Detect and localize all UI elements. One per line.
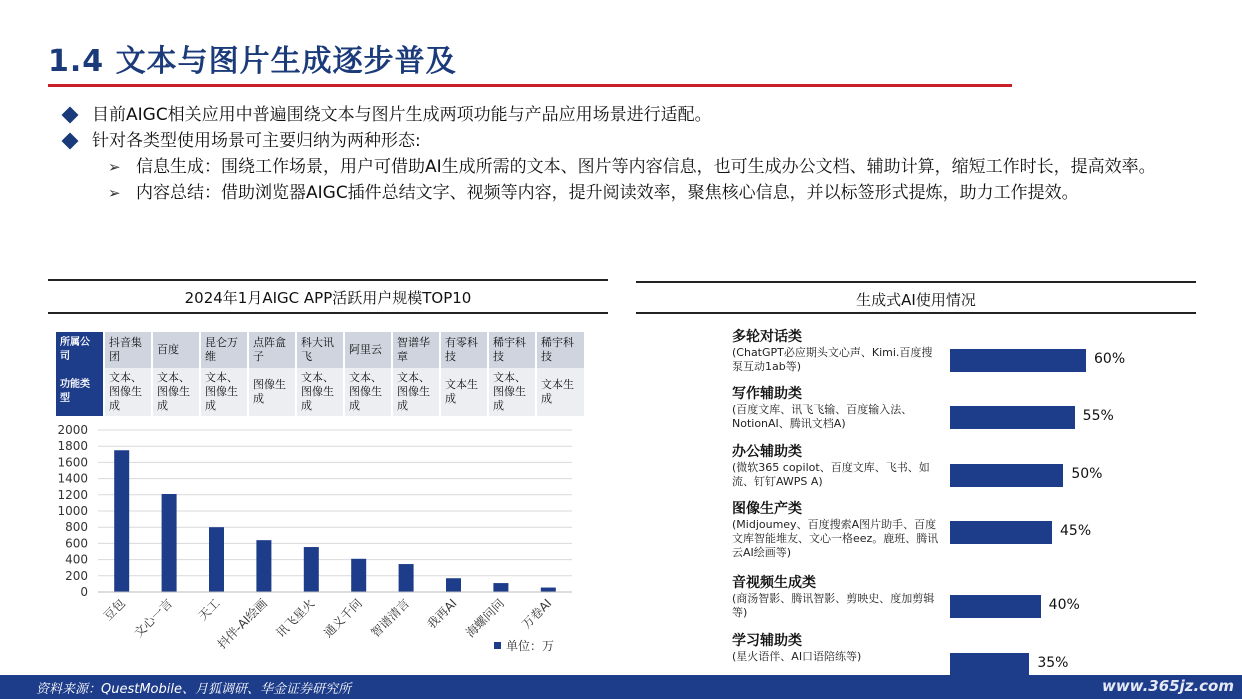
panel-rule bbox=[636, 312, 1196, 314]
y-tick-label: 1200 bbox=[57, 487, 88, 502]
function-cell: 文本、图像生成 bbox=[392, 368, 440, 416]
function-cell: 文本、图像生成 bbox=[488, 368, 536, 416]
company-cell: 阿里云 bbox=[344, 332, 392, 368]
y-tick-label: 1400 bbox=[57, 471, 88, 486]
usage-percent-label: 50% bbox=[1071, 466, 1103, 482]
y-tick-label: 800 bbox=[65, 520, 88, 535]
function-cell: 文本生成 bbox=[536, 368, 584, 416]
function-cell: 图像生成 bbox=[248, 368, 296, 416]
bar bbox=[399, 564, 414, 592]
usage-percent-label: 40% bbox=[1048, 597, 1080, 613]
usage-category bbox=[732, 574, 942, 620]
bullet-text: 针对各类型使用场景可主要归纳为两种形态: bbox=[92, 131, 421, 151]
usage-category bbox=[732, 500, 942, 560]
sub-bullet-item bbox=[108, 180, 1180, 206]
y-tick-label: 200 bbox=[65, 568, 88, 583]
company-cell: 智谱华章 bbox=[392, 332, 440, 368]
x-tick-label: 智谱清言 bbox=[368, 596, 413, 641]
company-cell: 有零科技 bbox=[440, 332, 488, 368]
panel-rule bbox=[636, 281, 1196, 283]
company-cell: 昆仑万维 bbox=[200, 332, 248, 368]
category-name: 学习辅助类 bbox=[732, 633, 802, 649]
x-tick-label: 抖伴-AI绘画 bbox=[214, 596, 271, 652]
bullet-list bbox=[60, 102, 1180, 206]
function-cell: 文本、图像生成 bbox=[104, 368, 152, 416]
usage-percent-label: 45% bbox=[1060, 523, 1092, 539]
panel-rule bbox=[48, 279, 608, 281]
x-tick-label: 天工 bbox=[195, 596, 223, 624]
legend-label: 单位：万 bbox=[506, 639, 555, 653]
bar bbox=[209, 527, 224, 592]
function-cell: 文本、图像生成 bbox=[296, 368, 344, 416]
company-cell: 百度 bbox=[152, 332, 200, 368]
usage-percent-label: 55% bbox=[1082, 408, 1114, 424]
y-tick-label: 1000 bbox=[57, 504, 88, 518]
table-row bbox=[56, 368, 584, 416]
page-title: 1.4 文本与图片生成逐步普及 bbox=[48, 44, 457, 79]
arrow-bullet-icon: ➢ bbox=[108, 158, 121, 176]
diamond-bullet-icon bbox=[62, 107, 79, 124]
y-tick-label: 600 bbox=[65, 536, 88, 551]
row-header: 功能类型 bbox=[56, 368, 104, 416]
company-cell: 抖音集团 bbox=[104, 332, 152, 368]
function-cell: 文本生成 bbox=[440, 368, 488, 416]
bar bbox=[446, 578, 461, 592]
x-tick-label: 万卷AI bbox=[519, 596, 555, 632]
diamond-bullet-icon bbox=[62, 133, 79, 150]
title-underline bbox=[48, 84, 1012, 87]
bar bbox=[541, 588, 556, 592]
category-desc: (Midjoumey、百度搜索A图片助手、百度文库智能堆友、文心一格eez。鹿班、腾讯云AI绘画等) bbox=[732, 518, 939, 559]
usage-percent-label: 60% bbox=[1094, 351, 1126, 367]
category-desc: (星火语伴、AI口语陪练等) bbox=[732, 650, 862, 663]
sub-bullet-text: 信息生成：围绕工作场景，用户可借助AI生成所需的文本、图片等内容信息，也可生成办公文档、辅助计算，缩短工作时长，提高效率。 bbox=[136, 157, 1156, 177]
usage-category bbox=[732, 328, 942, 374]
bar bbox=[114, 450, 129, 592]
function-cell: 文本、图像生成 bbox=[152, 368, 200, 416]
company-cell: 科大讯飞 bbox=[296, 332, 344, 368]
x-tick-label: 通义千问 bbox=[320, 596, 365, 641]
y-tick-label: 1800 bbox=[57, 439, 88, 454]
function-cell: 文本、图像生成 bbox=[344, 368, 392, 416]
category-name: 办公辅助类 bbox=[732, 444, 802, 460]
company-cell: 稀宇科技 bbox=[536, 332, 584, 368]
category-desc: (商汤智影、腾讯智影、剪映史、度加剪辑等) bbox=[732, 592, 935, 619]
right-panel-title: 生成式AI使用情况 bbox=[856, 291, 976, 309]
usage-bar bbox=[950, 595, 1041, 618]
function-cell: 文本、图像生成 bbox=[200, 368, 248, 416]
usage-bar bbox=[950, 653, 1029, 676]
panel-rule bbox=[48, 312, 608, 314]
bar bbox=[256, 540, 271, 592]
usage-bar bbox=[950, 521, 1052, 544]
usage-category bbox=[732, 443, 942, 489]
category-name: 多轮对话类 bbox=[732, 329, 802, 345]
bar bbox=[162, 494, 177, 592]
arrow-bullet-icon: ➢ bbox=[108, 184, 121, 202]
y-tick-label: 2000 bbox=[57, 423, 88, 437]
active-users-bar-chart bbox=[40, 420, 600, 660]
usage-bar bbox=[950, 464, 1063, 487]
bullet-text: 目前AIGC相关应用中普遍围绕文本与图片生成两项功能与产品应用场景进行适配。 bbox=[92, 105, 712, 125]
usage-category bbox=[732, 385, 942, 431]
footer-bar bbox=[0, 675, 1242, 699]
bullet-item bbox=[60, 102, 1180, 128]
x-tick-label: 我再AI bbox=[424, 596, 460, 632]
row-header: 所属公司 bbox=[56, 332, 104, 368]
category-name: 写作辅助类 bbox=[732, 386, 802, 402]
company-cell: 稀宇科技 bbox=[488, 332, 536, 368]
bar bbox=[304, 547, 319, 592]
category-name: 音视频生成类 bbox=[732, 575, 816, 591]
x-tick-label: 海螺问问 bbox=[463, 596, 508, 641]
category-desc: (微软365 copilot、百度文库、飞书、如流、钉钉AWPS A) bbox=[732, 461, 930, 488]
watermark: www.365jz.com bbox=[1101, 677, 1234, 695]
company-function-table bbox=[56, 332, 584, 416]
sub-bullet-item bbox=[108, 154, 1180, 180]
y-tick-label: 0 bbox=[80, 585, 88, 599]
y-tick-label: 400 bbox=[65, 552, 88, 567]
usage-bar bbox=[950, 349, 1086, 372]
table-row bbox=[56, 332, 584, 368]
legend-swatch bbox=[494, 642, 501, 649]
usage-percent-label: 35% bbox=[1037, 655, 1069, 671]
y-tick-label: 1600 bbox=[57, 455, 88, 470]
sub-bullet-text: 内容总结：借助浏览器AIGC插件总结文字、视频等内容，提升阅读效率，聚焦核心信息，并以标签形式提炼，助力工作提效。 bbox=[136, 183, 1079, 203]
x-tick-label: 讯飞星火 bbox=[273, 596, 318, 641]
bullet-item bbox=[60, 128, 1180, 154]
category-name: 图像生产类 bbox=[732, 501, 802, 517]
left-panel-title: 2024年1月AIGC APP活跃用户规模TOP10 bbox=[184, 289, 472, 307]
x-tick-label: 文心一言 bbox=[131, 596, 176, 641]
usage-bar bbox=[950, 406, 1075, 429]
bar bbox=[493, 583, 508, 592]
source-note: 资料来源：QuestMobile、月狐调研、华金证券研究所 bbox=[36, 682, 351, 697]
company-cell: 点阵盒子 bbox=[248, 332, 296, 368]
usage-category bbox=[732, 632, 942, 664]
x-tick-label: 豆包 bbox=[100, 596, 128, 624]
category-desc: (ChatGPT必应期头文心声、Kimi.百度搜泵互动1ab等) bbox=[732, 346, 933, 373]
category-desc: (百度文库、讯飞飞输、百度输入法、NotionAI、腾讯文档A) bbox=[732, 403, 913, 430]
bar bbox=[351, 559, 366, 592]
